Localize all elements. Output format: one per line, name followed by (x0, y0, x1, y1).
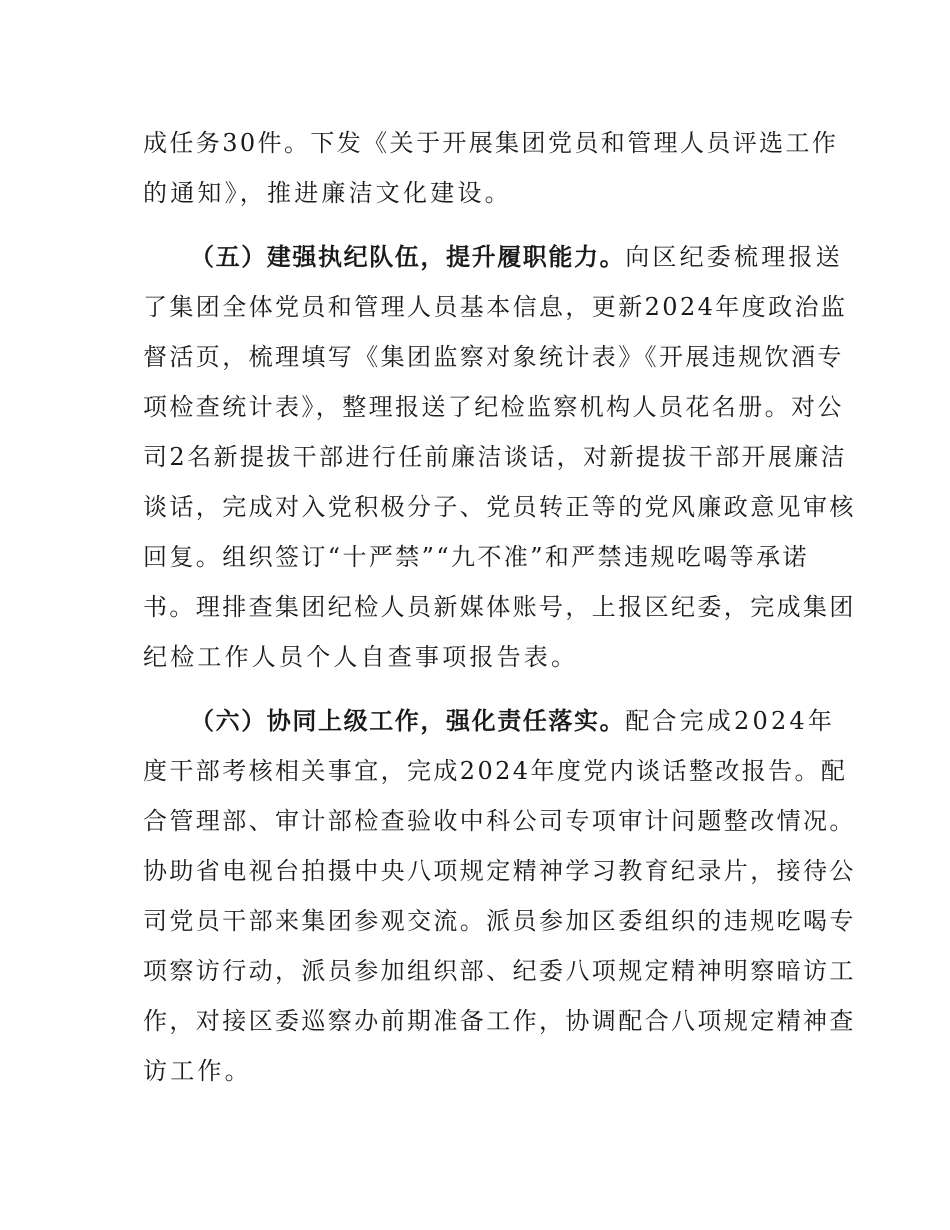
paragraph-line: 督活页，梳理填写《集团监察对象统计表》《开展违规饮酒专 (143, 343, 844, 371)
paragraph-line: 项察访行动，派员参加组织部、纪委八项规定精神明察暗访工 (143, 957, 856, 985)
paragraph-line: 项检查统计表》，整理报送了纪检监察机构人员花名册。对公 (143, 393, 844, 421)
paragraph-text: 向区纪委梳理报送 (625, 243, 843, 271)
paragraph-line: 司2名新提拔干部进行任前廉洁谈话，对新提拔干部开展廉洁 (143, 443, 848, 471)
paragraph-line: 谈话，完成对入党积极分子、党员转正等的党风廉政意见审核 (143, 493, 856, 521)
paragraph-line: 作，对接区委巡察办前期准备工作，协调配合八项规定精神查 (143, 1007, 856, 1035)
paragraph-line: 合管理部、审计部检查验收中科公司专项审计问题整改情况。 (143, 807, 856, 835)
paragraph-5-heading: （五）建强执纪队伍，提升履职能力。 (190, 243, 626, 271)
paragraph-5-first-line (190, 231, 890, 283)
paragraph-line: 成任务30件。下发《关于开展集团党员和管理人员评选工作 (143, 129, 839, 157)
paragraph-line: 书。理排查集团纪检人员新媒体账号，上报区纪委，完成集团 (143, 593, 856, 621)
paragraph-line: 协助省电视台拍摄中央八项规定精神学习教育纪录片，接待公 (143, 857, 856, 885)
paragraph-line: 的通知》，推进廉洁文化建设。 (143, 179, 512, 207)
paragraph-line: 司党员干部来集团参观交流。派员参加区委组织的违规吃喝专 (143, 907, 856, 935)
paragraph-line: 了集团全体党员和管理人员基本信息，更新2024年度政治监 (143, 293, 848, 321)
paragraph-line: 纪检工作人员个人自查事项报告表。 (143, 643, 579, 671)
paragraph-6-heading: （六）协同上级工作，强化责任落实。 (190, 707, 626, 735)
paragraph-line: 度干部考核相关事宜，完成2024年度党内谈话整改报告。配 (143, 757, 848, 785)
paragraph-text: 配合完成2024年 (625, 707, 836, 735)
paragraph-6-first-line (190, 695, 890, 747)
paragraph-line: 访工作。 (143, 1057, 252, 1085)
paragraph-line: 回复。组织签订“十严禁”“九不准”和严禁违规吃喝等承诺 (143, 543, 809, 571)
